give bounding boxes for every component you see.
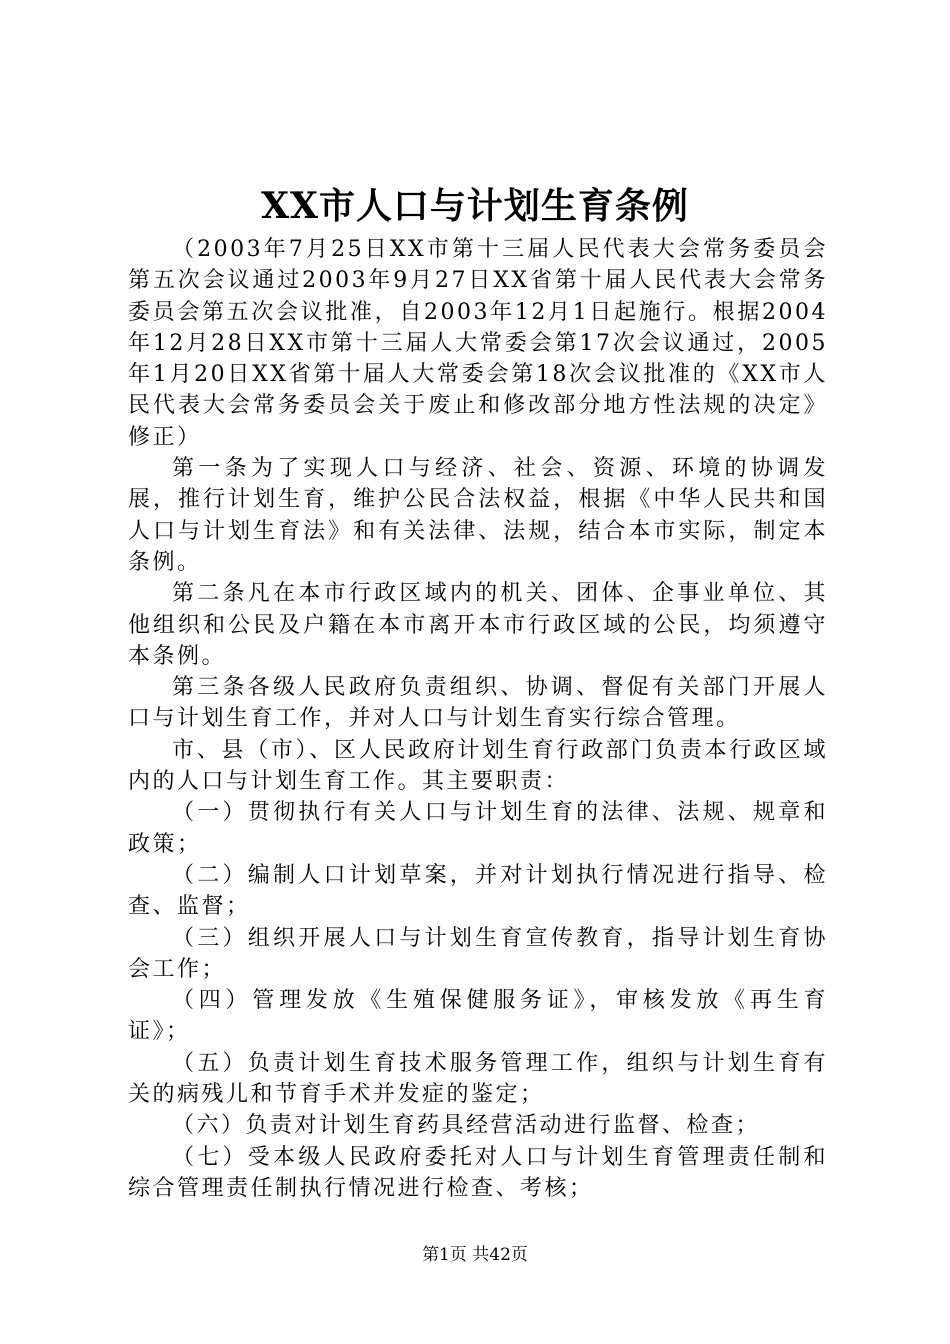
page-number-footer: 第1页 共42页 [422,1245,528,1265]
duty-item-4: （四）管理发放《生殖保健服务证》，审核发放《再生育证》； [128,988,828,1045]
duty-item-5: （五）负责计划生育技术服务管理工作，组织与计划生育有关的病残儿和节育手术并发症的鉴定； [128,1050,828,1108]
duties-intro-paragraph: 市、县（市）、区人民政府计划生育行政部门负责本行政区域内的人口与计划生育工作。其主要职责： [128,737,828,795]
duty-item-2: （二）编制人口计划草案，并对计划执行情况进行指导、检查、监督； [128,862,828,920]
article-1-paragraph: 第一条为了实现人口与经济、社会、资源、环境的协调发展，推行计划生育，维护公民合法权益，根据《中华人民共和国人口与计划生育法》和有关法律、法规，结合本市实际，制定本条例。 [128,456,828,575]
document-body [128,234,828,1204]
preamble-paragraph: （2003年7月25日XX市第十三届人民代表大会常务委员会第五次会议通过2003年9月27日XX省第十届人民代表大会常务委员会第五次会议批准，自2003年12月1日起施行。根据2004年12月28日XX市第十三届人大常委会第17次会议通过，2005年1月20日XX省第十届人大常委会第18次会议批准的《XX市人民代表大会常务委员会关于废止和修改部分地方性法规的决定》修正） [128,237,828,450]
document-title: XX市人口与计划生育条例 [261,185,689,227]
duty-item-7: （七）受本级人民政府委托对人口与计划生育管理责任制和综合管理责任制执行情况进行检查、考核； [128,1144,828,1201]
duty-item-3: （三）组织开展人口与计划生育宣传教育，指导计划生育协会工作； [128,925,828,982]
article-2-paragraph: 第二条凡在本市行政区域内的机关、团体、企事业单位、其他组织和公民及户籍在本市离开本市行政区域的公民，均须遵守本条例。 [128,581,828,669]
duty-item-1: （一）贯彻执行有关人口与计划生育的法律、法规、规章和政策； [128,800,828,857]
article-3-paragraph: 第三条各级人民政府负责组织、协调、督促有关部门开展人口与计划生育工作，并对人口与计划生育实行综合管理。 [128,675,828,732]
duty-item-6: （六）负责对计划生育药具经营活动进行监督、检查； [172,1113,761,1139]
